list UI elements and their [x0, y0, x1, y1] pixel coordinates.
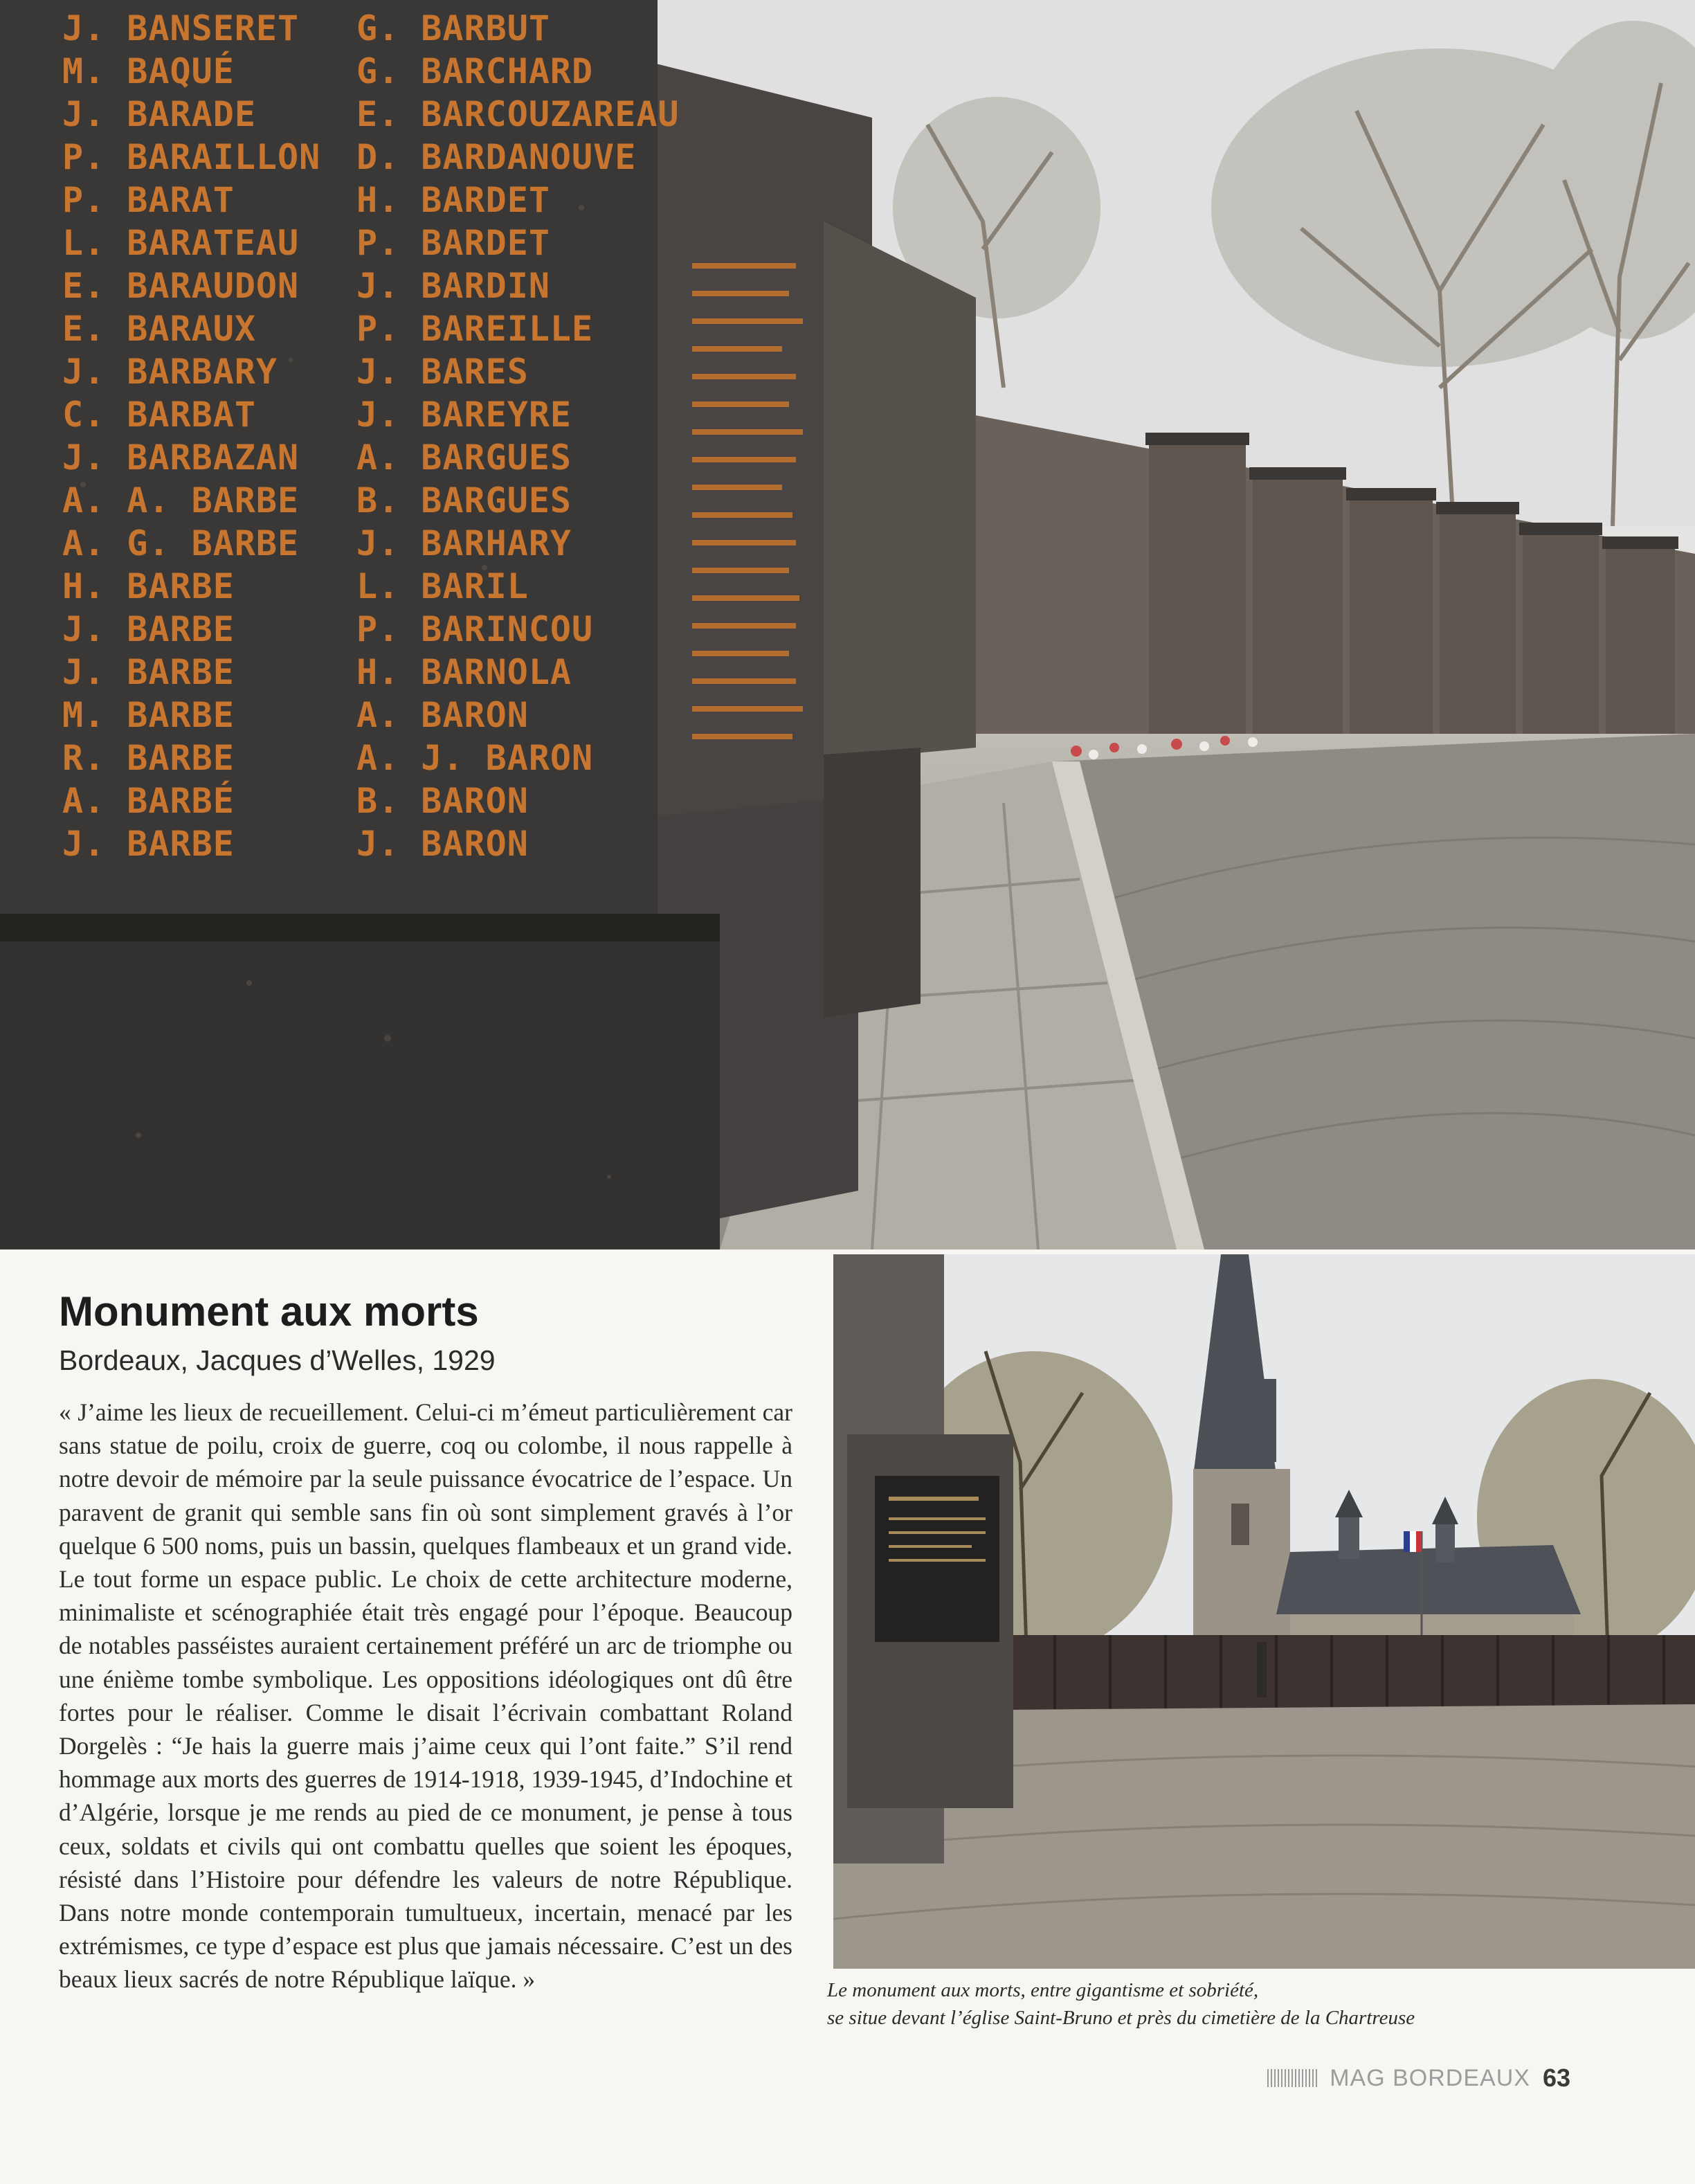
engraved-name: L. BARATEAU [62, 223, 300, 263]
engraved-name: G. BARBUT [356, 8, 550, 48]
engraved-name: J. BAREYRE [356, 395, 572, 435]
caption-line-2: se situe devant l’église Saint-Bruno et près du cimetière de la Chartreuse [827, 2007, 1415, 2029]
engraved-name: P. BARAT [62, 180, 235, 220]
engraved-name: P. BARDET [356, 223, 550, 263]
engraved-name: J. BARON [356, 824, 529, 864]
magazine-name: MAG BORDEAUX [1330, 2064, 1530, 2091]
engraved-name: B. BARGUES [356, 480, 572, 521]
engraved-name: P. BARINCOU [356, 609, 594, 649]
engraved-name: J. BARES [356, 352, 529, 392]
engraved-name: D. BARDANOUVE [356, 137, 637, 177]
engraved-name: H. BARBE [62, 566, 235, 606]
engraved-names-left [62, 7, 320, 865]
article-subtitle: Bordeaux, Jacques d’Welles, 1929 [59, 1344, 496, 1376]
engraved-name: A. BARBÉ [62, 781, 235, 821]
engraved-name: A. J. BARON [356, 738, 594, 778]
article-body: « J’aime les lieux de recueillement. Celui-ci m’émeut particulièrement car sans statue de poilu, croix de guerre, coq ou colombe, il nous rappelle à notre devoir de mémoire par la seule puissance évocatrice de l’espace. Un paravent de granit qui semble sans fin où sont simplement gravés à l’or quelque 6 500 noms, puis un bassin, quelques flambeaux et un grand vide. Le tout forme un espace public. Le choix de cette architecture moderne, minimaliste et scénographiée était très engagé pour l’époque. Beaucoup de notables passéistes auraient certainement préféré un arc de triomphe ou une énième tombe symbolique. Les oppositions idéologiques ont dû être fortes pour le réaliser. Comme le disait l’écrivain combattant Roland Dorgelès : “Je hais la guerre mais j’aime ceux qui l’ont faite.” S’il rend hommage aux morts des guerres de 1914-1918, 1939-1945, d’Indochine et d’Algérie, lorsque je me rends au pied de ce monument, je pense à tous ceux, soldats et civils qui ont combattu quelles que soient les époques, résisté dans l’Histoire pour défendre les valeurs de notre République. Dans notre monde contemporain tumultueux, incertain, menacé par les extrémismes, ce type d’espace est plus que jamais nécessaire. C’est un des beaux lieux sacrés de notre République laïque. » [59, 1398, 792, 1994]
engraved-name: J. BARBARY [62, 352, 278, 392]
engraved-names-right [356, 7, 680, 865]
engraved-name: R. BARBE [62, 738, 235, 778]
engraved-name: A. A. BARBE [62, 480, 300, 521]
engraved-name: J. BARHARY [356, 523, 572, 563]
engraved-name: J. BARBAZAN [62, 437, 300, 478]
engraved-name: E. BARAUDON [62, 266, 300, 306]
engraved-name: J. BARADE [62, 94, 256, 134]
engraved-name: H. BARNOLA [356, 652, 572, 692]
engraved-name: A. G. BARBE [62, 523, 300, 563]
engraved-name: E. BARCOUZAREAU [356, 94, 680, 134]
article [59, 1288, 792, 1996]
engraved-name: J. BARBE [62, 824, 235, 864]
church-photo-scene [833, 1254, 1695, 1969]
page-footer [1267, 2064, 1570, 2093]
engraved-name: C. BARBAT [62, 395, 256, 435]
engraved-name: M. BAQUÉ [62, 51, 235, 91]
engraved-name: J. BANSERET [62, 8, 300, 48]
engraved-name: A. BARON [356, 695, 529, 735]
engraved-name: P. BAREILLE [356, 309, 594, 349]
article-title: Monument aux morts [59, 1288, 479, 1335]
engraved-name: G. BARCHARD [356, 51, 594, 91]
engraved-name: A. BARGUES [356, 437, 572, 478]
caption-line-1: Le monument aux morts, entre gigantisme et sobriété, [827, 1979, 1259, 2001]
engraved-name: M. BARBE [62, 695, 235, 735]
engraved-name: B. BARON [356, 781, 529, 821]
engraved-name: J. BARBE [62, 652, 235, 692]
engraved-name: J. BARDIN [356, 266, 550, 306]
engraved-name: L. BARIL [356, 566, 529, 606]
engraved-name: H. BARDET [356, 180, 550, 220]
church-photo [833, 1254, 1695, 1969]
page-number: 63 [1542, 2064, 1570, 2092]
engraved-name: E. BARAUX [62, 309, 256, 349]
photo-caption [827, 1976, 1678, 2032]
engraved-name: J. BARBE [62, 609, 235, 649]
barcode-decoration [1267, 2069, 1317, 2087]
engraved-name: P. BARAILLON [62, 137, 321, 177]
